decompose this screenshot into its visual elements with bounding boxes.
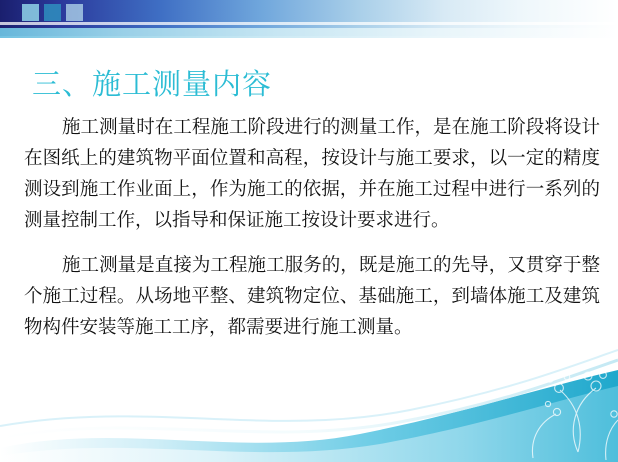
band-white-strip [0, 22, 618, 25]
slide-body [24, 112, 600, 343]
slide-title: 三、施工测量内容 [32, 67, 273, 101]
flower-filigree-icon [428, 342, 618, 462]
band-square-3 [66, 4, 83, 21]
band-square-2 [44, 4, 61, 21]
body-paragraph-1: 施工测量时在工程施工阶段进行的测量工作，是在施工阶段将设计在图纸上的建筑物平面位置和高程，按设计与施工要求，以一定的精度测设到施工作业面上，作为施工的依据，并在施工过程中进行一系列的测量控制工作，以指导和保证施工按设计要求进行。 [24, 117, 600, 231]
top-band-gradient-lower [0, 28, 618, 38]
band-square-1 [22, 4, 39, 21]
bottom-wave-decoration [0, 330, 618, 462]
body-paragraph-2: 施工测量是直接为工程施工服务的，既是施工的先导，又贯穿于整个施工过程。从场地平整、建筑物定位、基础施工，到墙体施工及建筑物构件安装等施工工序，都需要进行施工测量。 [24, 255, 600, 338]
